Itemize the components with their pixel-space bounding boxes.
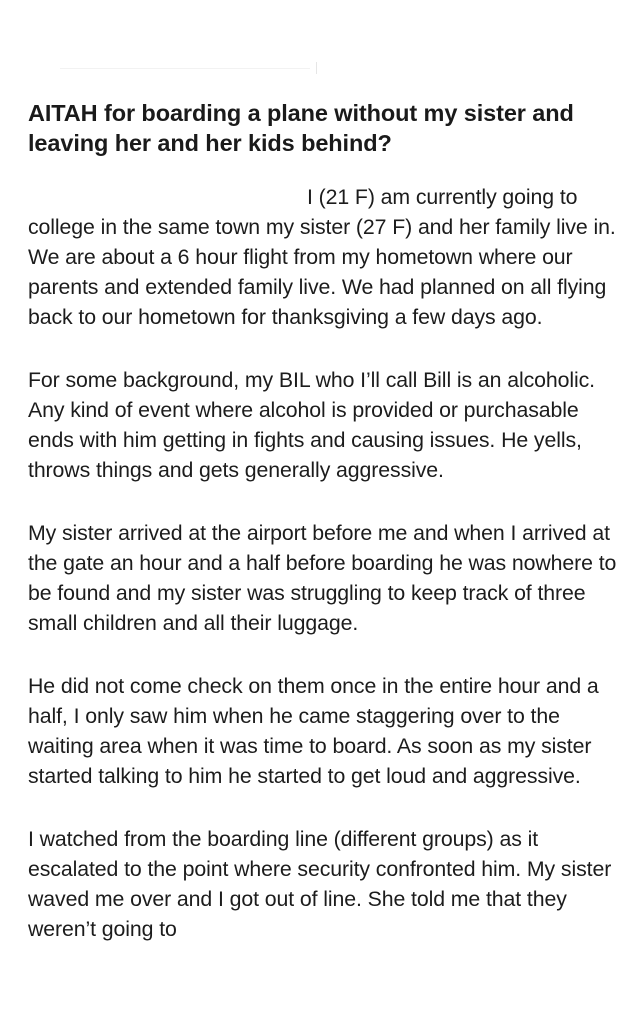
- post-paragraph-5: I watched from the boarding line (different groups) as it escalated to the point where security confronted him. My sister waved me over and I got out of line. She told me that they weren’t going to: [28, 827, 612, 941]
- post-paragraph-3: My sister arrived at the airport before me and when I arrived at the gate an hour and a half before boarding he was nowhere to be found and my sister was struggling to keep track of three small children and all their luggage.: [28, 521, 617, 635]
- faded-header-line: [60, 68, 310, 69]
- post-paragraph-1: I (21 F) am currently going to college in the same town my sister (27 F) and her family live in. We are about a 6 hour flight from my hometown where our parents and extended family live. We had planned on all flying back to our hometown for thanksgiving a few days ago.: [28, 185, 616, 329]
- post-paragraph-4: He did not come check on them once in the entire hour and a half, I only saw him when he came staggering over to the waiting area when it was time to board. As soon as my sister started talking to him he started to get loud and aggressive.: [28, 674, 599, 788]
- faded-header-tick: [316, 62, 317, 74]
- post-title: AITAH for boarding a plane without my sister and leaving her and her kids behind?: [28, 100, 574, 156]
- post-body: [28, 182, 628, 977]
- faded-header-area: [0, 0, 635, 90]
- post-paragraph-2: For some background, my BIL who I’ll call Bill is an alcoholic. Any kind of event where alcohol is provided or purchasable ends with him getting in fights and causing issues. He yells, throws things and gets generally aggressive.: [28, 368, 595, 482]
